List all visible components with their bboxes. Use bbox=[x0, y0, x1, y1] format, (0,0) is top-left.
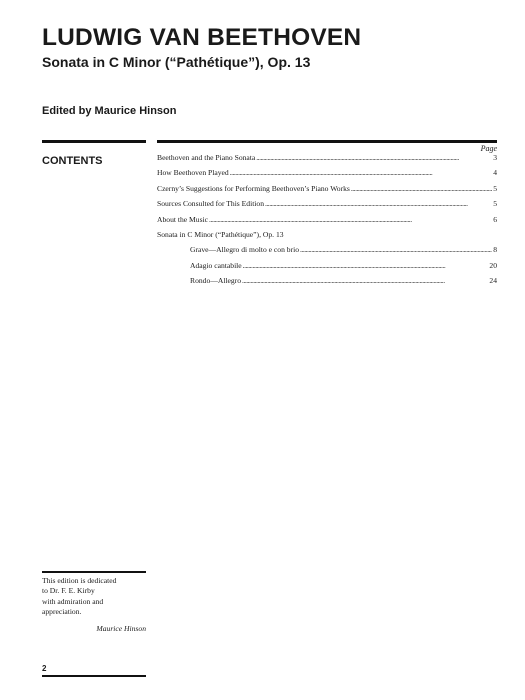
toc-entry-title: Czerny’s Suggestions for Performing Beethoven’s Piano Works bbox=[157, 183, 350, 193]
contents-rule-left bbox=[42, 140, 146, 143]
toc-entry[interactable] bbox=[157, 216, 497, 231]
toc-dot-leader bbox=[230, 169, 493, 177]
toc-dot-leader bbox=[209, 216, 492, 224]
toc-subentry[interactable] bbox=[157, 262, 497, 277]
toc-entry-title: Rondo—Allegro bbox=[190, 276, 242, 286]
toc-entry-page: 6 bbox=[493, 214, 497, 224]
page-column-header: Page bbox=[480, 144, 497, 153]
toc-entry-title: Sources Consulted for This Edition bbox=[157, 199, 265, 209]
dedication-line: to Dr. F. E. Kirby bbox=[42, 586, 95, 596]
dedication-line: appreciation. bbox=[42, 607, 82, 617]
table-of-contents bbox=[157, 143, 497, 293]
toc-dot-leader bbox=[243, 262, 489, 270]
page-number: 2 bbox=[42, 664, 47, 673]
toc-entry-title: Beethoven and the Piano Sonata bbox=[157, 153, 256, 162]
toc-subentry[interactable] bbox=[157, 246, 497, 261]
toc-entry-page: 3 bbox=[493, 153, 497, 162]
toc-entry[interactable] bbox=[157, 154, 497, 169]
toc-entry-title: Grave—Allegro di molto e con brio bbox=[190, 245, 300, 255]
toc-section-heading[interactable] bbox=[157, 231, 497, 246]
contents-heading: CONTENTS bbox=[42, 155, 103, 167]
dedication-box bbox=[42, 571, 146, 634]
toc-dot-leader bbox=[256, 154, 492, 162]
toc-entry-page: 5 bbox=[493, 199, 497, 209]
toc-subentry[interactable] bbox=[157, 277, 497, 292]
toc-dot-leader bbox=[242, 277, 488, 285]
toc-entry-title: How Beethoven Played bbox=[157, 168, 229, 178]
toc-entry-title: Adagio cantabile bbox=[190, 260, 242, 270]
dedication-line: with admiration and bbox=[42, 596, 104, 606]
toc-entry-page: 5 bbox=[493, 183, 497, 193]
toc-dot-leader bbox=[300, 246, 492, 254]
work-title: Sonata in C Minor (“Pathétique”), Op. 13 bbox=[42, 54, 311, 70]
toc-entry-page: 4 bbox=[493, 168, 497, 178]
dedication-signature: Maurice Hinson bbox=[96, 623, 146, 633]
composer-name: LUDWIG VAN BEETHOVEN bbox=[42, 24, 362, 51]
toc-dot-leader bbox=[351, 185, 492, 193]
editor-credit: Edited by Maurice Hinson bbox=[42, 105, 177, 117]
toc-entry[interactable] bbox=[157, 169, 497, 184]
dedication-line: This edition is dedicated bbox=[42, 576, 117, 585]
toc-dot-leader bbox=[265, 200, 492, 208]
toc-entry[interactable] bbox=[157, 200, 497, 215]
toc-entry-title: About the Music bbox=[157, 214, 209, 224]
toc-entry-title: Sonata in C Minor (“Pathétique”), Op. 13 bbox=[157, 229, 284, 239]
toc-entry-page: 20 bbox=[489, 260, 497, 270]
footer-rule bbox=[42, 675, 146, 677]
toc-entry-page: 24 bbox=[489, 276, 497, 286]
toc-entry-page: 8 bbox=[493, 245, 497, 255]
toc-entry[interactable] bbox=[157, 185, 497, 200]
